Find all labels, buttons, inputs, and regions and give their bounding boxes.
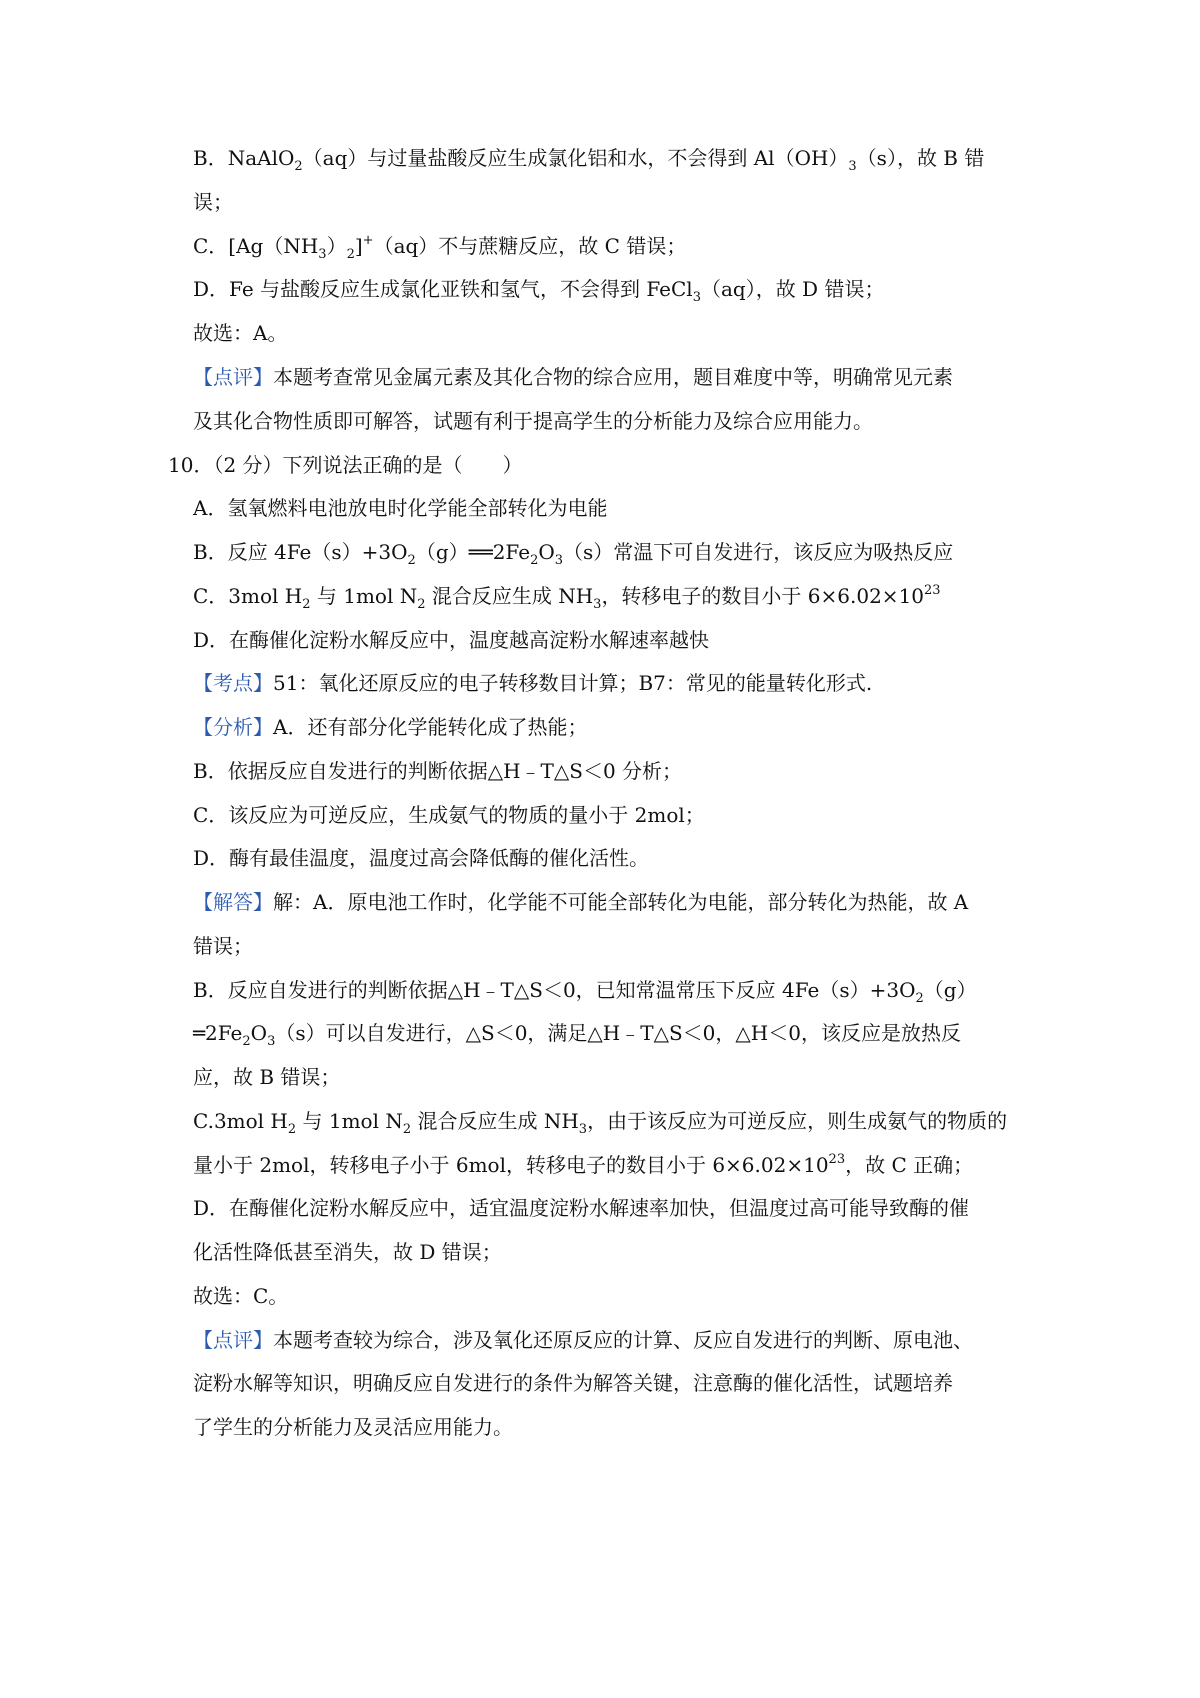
prev-answer: 故选：A。 [193,321,288,345]
subscript: 3 [848,159,857,174]
subscript: 3 [318,247,327,262]
prev-option-b [0,145,1200,174]
jieda-tag: 【解答】 [193,890,273,914]
text: ，故 C 正确； [845,1153,974,1177]
text: C．3mol H [193,584,303,608]
subscript: 3 [593,597,602,612]
subscript: 2 [407,553,416,568]
q10-option-d: D．在酶催化淀粉水解反应中，温度越高淀粉水解速率越快 [193,628,710,652]
prev-comment-cont: 及其化合物性质即可解答，试题有利于提高学生的分析能力及综合应用能力。 [193,409,873,433]
subscript: 2 [302,597,311,612]
text: ，由于该反应为可逆反应，则生成氨气的物质的 [587,1109,1008,1133]
q10-option-c [0,583,1200,612]
prev-comment [0,364,1200,390]
text: （aq）与过量盐酸反应生成氯化铝和水，不会得到 Al（OH） [302,146,849,170]
text: （aq），故 D 错误； [700,277,885,301]
comment-tag: 【点评】 [193,365,273,389]
q10-jieda-c2 [0,1152,1200,1178]
text: D．Fe 与盐酸反应生成氯化亚铁和氢气，不会得到 FeCl [193,277,693,301]
q10-option-a: A．氢氧燃料电池放电时化学能全部转化为电能 [193,496,608,520]
prev-option-c [0,233,1200,262]
text: 解：A．原电池工作时，化学能不可能全部转化为电能，部分转化为热能，故 A [273,890,969,914]
subscript: 3 [578,1122,588,1137]
prev-option-d [0,276,1200,305]
text: O [250,1021,268,1045]
subscript: 2 [287,1122,297,1137]
text: C．[Ag（NH [193,234,319,258]
text: 混合反应生成 NH [411,1109,579,1133]
q10-jieda-d2: 化活性降低甚至消失，故 D 错误； [193,1240,502,1264]
q10-kaodian [0,670,1200,696]
text: ] [354,234,363,258]
q10-jieda-c1 [0,1108,1200,1137]
text: B．NaAlO [193,146,295,170]
q10-fenxi [0,714,1200,740]
text: （aq）不与蔗糖反应，故 C 错误； [373,234,687,258]
text: O [538,540,555,564]
q10-jieda-d1: D．在酶催化淀粉水解反应中，适宜温度淀粉水解速率加快，但温度过高可能导致酶的催 [193,1196,970,1220]
text: A．还有部分化学能转化成了热能； [273,715,588,739]
text: 混合反应生成 NH [425,584,594,608]
superscript: 23 [828,1152,846,1167]
text: （g）══2Fe [415,540,531,564]
q10-jieda-b1 [0,977,1200,1006]
kaodian-tag: 【考点】 [193,671,273,695]
question-10-stem: 10．（2 分）下列说法正确的是（ ） [168,453,523,477]
text: 51：氧化还原反应的电子转移数目计算；B7：常见的能量转化形式. [273,671,873,695]
text: C.3mol H [193,1109,288,1133]
text: ═2Fe [193,1021,243,1045]
superscript: 23 [924,583,941,598]
text: B．反应 4Fe（s）+3O [193,540,408,564]
text: ，转移电子的数目小于 6×6.02×10 [601,584,925,608]
subscript: 2 [402,1122,412,1137]
text: B．反应自发进行的判断依据△H﹣T△S＜0，已知常温常压下反应 4Fe（s）+3O [193,978,916,1002]
subscript: 3 [554,553,564,568]
q10-jieda-a-cont: 错误； [193,934,253,958]
q10-jieda-b2 [0,1020,1200,1049]
subscript: 2 [417,597,426,612]
text: 本题考查常见金属元素及其化合物的综合应用，题目难度中等，明确常见元素 [273,365,953,389]
fenxi-tag: 【分析】 [193,715,273,739]
subscript: 2 [346,247,355,262]
subscript: 3 [267,1034,276,1049]
q10-comment [0,1327,1200,1353]
q10-jieda-b3: 应，故 B 错误； [193,1065,341,1089]
text: ） [326,234,347,258]
q10-fenxi-c: C．该反应为可逆反应，生成氨气的物质的量小于 2mol； [193,803,705,827]
prev-option-b-cont: 误； [193,190,233,214]
text: 与 1mol N [296,1109,403,1133]
text: （s）常温下可自发进行，该反应为吸热反应 [563,540,954,564]
q10-comment-cont2: 了学生的分析能力及灵活应用能力。 [193,1415,513,1439]
subscript: 2 [530,553,539,568]
comment-tag: 【点评】 [193,1328,273,1352]
q10-option-b [0,539,1200,568]
q10-comment-cont1: 淀粉水解等知识，明确反应自发进行的条件为解答关键，注意酶的催化活性，试题培养 [193,1371,953,1395]
q10-jieda [0,889,1200,915]
subscript: 2 [242,1034,251,1049]
superscript: + [362,233,374,248]
subscript: 2 [294,159,303,174]
text: （s）可以自发进行，△S＜0，满足△H﹣T△S＜0，△H＜0，该反应是放热反 [275,1021,961,1045]
text: （g） [923,978,977,1002]
subscript: 3 [692,290,701,305]
q10-fenxi-b: B．依据反应自发进行的判断依据△H﹣T△S＜0 分析； [193,759,683,783]
text: （s），故 B 错 [856,146,985,170]
q10-answer: 故选：C。 [193,1284,289,1308]
subscript: 2 [915,991,924,1006]
text: 量小于 2mol，转移电子小于 6mol，转移电子的数目小于 6×6.02×10 [193,1153,829,1177]
text: 本题考查较为综合，涉及氧化还原反应的计算、反应自发进行的判断、原电池、 [273,1328,973,1352]
text: 与 1mol N [310,584,418,608]
q10-fenxi-d: D．酶有最佳温度，温度过高会降低酶的催化活性。 [193,846,650,870]
